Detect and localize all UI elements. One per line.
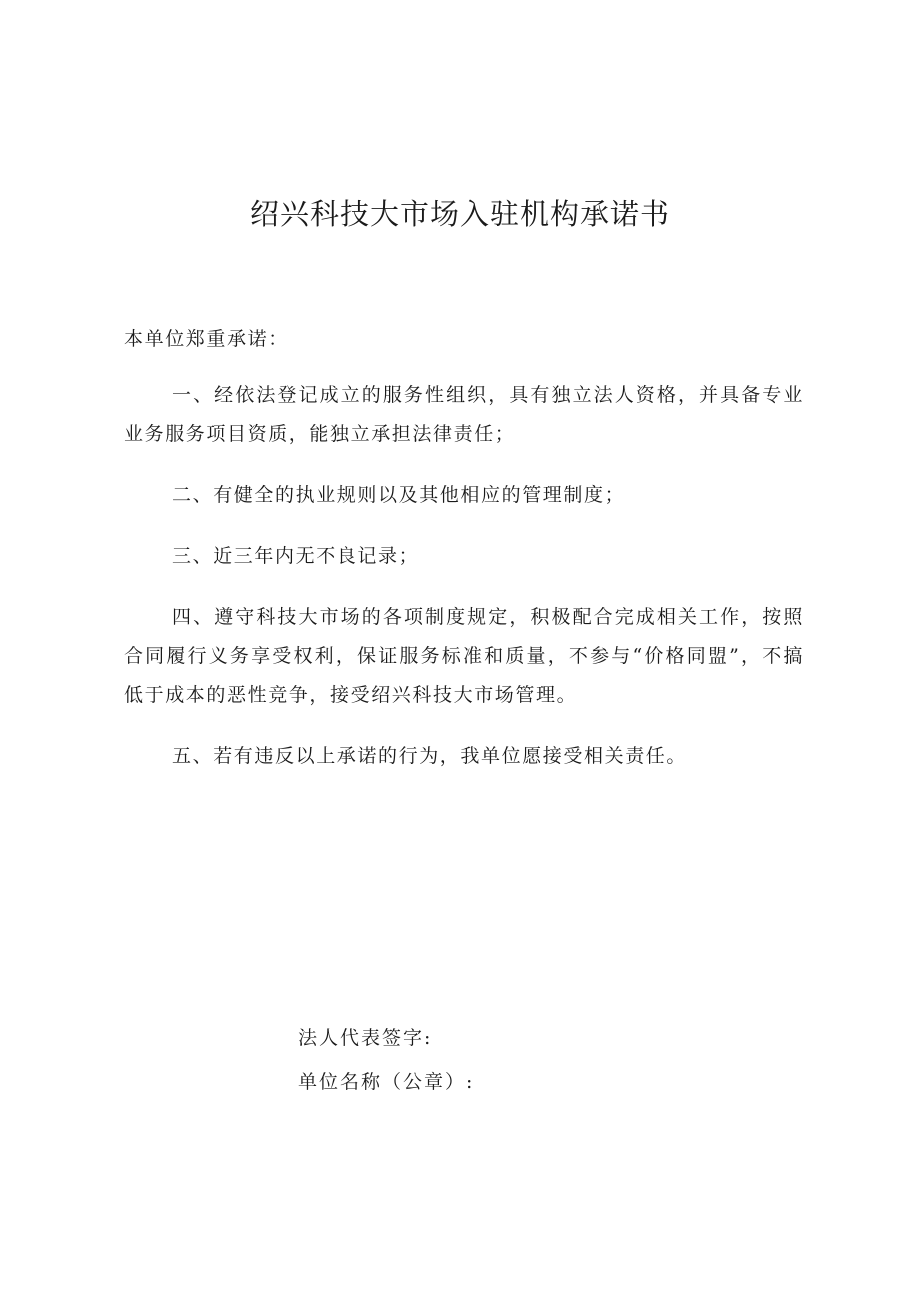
commitment-clauses [124,376,804,798]
signature-block [298,1016,778,1104]
unit-name-seal-label: 单位名称（公章）: [298,1071,475,1093]
clause-5: 五、若有违反以上承诺的行为，我单位愿接受相关责任。 [172,745,688,767]
salutation: 本单位郑重承诺： [124,328,289,350]
legal-rep-signature-label: 法人代表签字: [298,1027,433,1049]
clause-3: 三、近三年内无不良记录； [172,545,420,567]
clause-1: 一、经依法登记成立的服务性组织，具有独立法人资格，并具备专业业务服务项目资质，能独立承担法律责任； [124,384,804,445]
document-title: 绍兴科技大市场入驻机构承诺书 [249,197,670,231]
clause-2: 二、有健全的执业规则以及其他相应的管理制度； [172,484,626,506]
clause-4: 四、遵守科技大市场的各项制度规定，积极配合完成相关工作，按照合同履行义务享受权利，保证服务标准和质量，不参与“价格同盟”，不搞低于成本的恶性竞争，接受绍兴科技大市场管理。 [124,606,804,706]
